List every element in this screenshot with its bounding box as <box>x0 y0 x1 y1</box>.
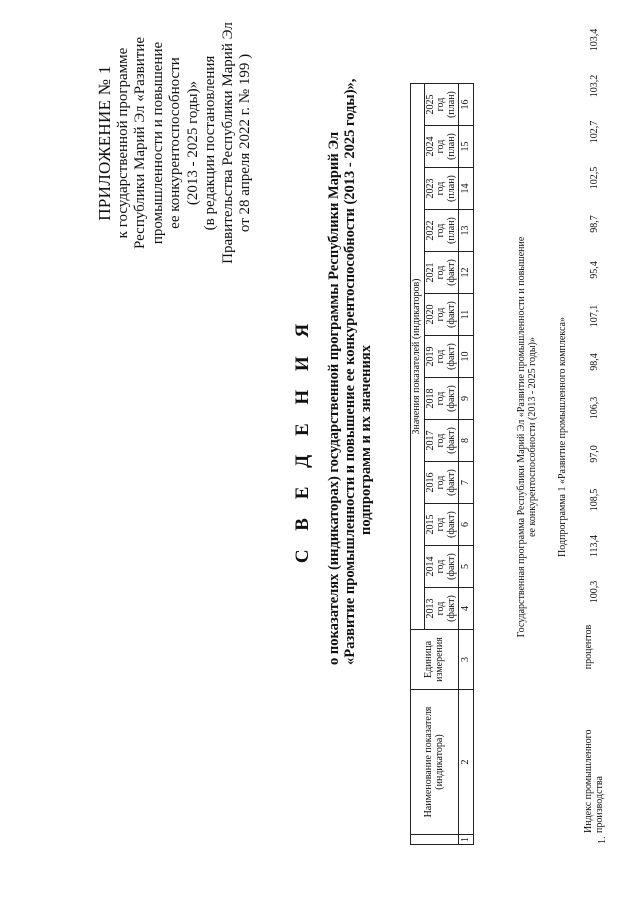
row-index: 1. <box>597 836 608 844</box>
header-unit-cell: Единица измерения <box>411 630 459 690</box>
row-value: 102,7 <box>589 120 600 144</box>
column-number: 11 <box>459 294 474 336</box>
column-number: 7 <box>459 462 474 504</box>
row-value: 106,3 <box>589 396 600 420</box>
heading-line: «Развитие промышленности и повышение ее конкурентоспособности (2013 - 2025 годы)», <box>342 78 358 665</box>
row-value: 113,4 <box>589 534 600 558</box>
row-value: 98,7 <box>589 215 600 233</box>
column-number: 9 <box>459 378 474 420</box>
year-header: 2019 год (факт) <box>424 336 459 378</box>
year-header: 2014 год (факт) <box>424 546 459 588</box>
appendix-line: Правительства Республики Марий Эл <box>219 22 236 264</box>
year-header: 2013 год (факт) <box>424 588 459 630</box>
column-number: 13 <box>459 210 474 252</box>
header-name-cell: Наименование показателя (индикатора) <box>411 690 459 835</box>
program-title <box>516 29 538 845</box>
row-value: 103,2 <box>589 74 600 98</box>
program-title-line: ее конкурентоспособности (2013 - 2025 годы)» <box>527 337 538 537</box>
row-value: 107,1 <box>589 304 600 328</box>
heading-line: о показателях (индикаторах) государственной программы Республики Марий Эл <box>326 131 342 665</box>
year-header: 2024 год (план) <box>424 126 459 168</box>
header-index-cell <box>411 835 459 845</box>
row-value: 108,5 <box>589 488 600 512</box>
appendix-block <box>96 13 255 273</box>
year-header: 2025 год (план) <box>424 84 459 126</box>
appendix-line: к государственной программе <box>114 47 131 239</box>
year-header: 2015 год (факт) <box>424 504 459 546</box>
heading-title: С В Е Д Е Н И Я <box>292 316 313 564</box>
column-number: 10 <box>459 336 474 378</box>
header-values-cell: Значения показателей (индикаторов) <box>411 84 425 630</box>
appendix-line: ее конкурентоспособности <box>167 57 183 229</box>
year-header: 2023 год (план) <box>424 168 459 210</box>
row-value: 97,0 <box>589 445 600 463</box>
column-number: 15 <box>459 126 474 168</box>
row-value: 95,4 <box>589 261 600 279</box>
column-number: 2 <box>459 690 474 835</box>
column-number: 16 <box>459 84 474 126</box>
year-header: 2021 год (факт) <box>424 252 459 294</box>
year-header: 2020 год (факт) <box>424 294 459 336</box>
appendix-line: (в редакции постановления <box>202 55 218 231</box>
document-heading <box>292 78 374 665</box>
program-title-line: Государственная программа Республики Марий Эл «Развитие промышленности и повышение <box>516 236 527 638</box>
column-number: 12 <box>459 252 474 294</box>
column-number: 6 <box>459 504 474 546</box>
column-number: 1 <box>459 835 474 845</box>
appendix-line: от 28 апреля 2022 г. № 199 ) <box>237 53 253 233</box>
table-row <box>583 28 623 845</box>
row-unit: процентов <box>583 624 594 670</box>
column-number: 14 <box>459 168 474 210</box>
appendix-line: (2013 - 2025 годы)» <box>184 80 201 206</box>
subprogram-title: Подпрограмма 1 «Развитие промышленного комплекса» <box>557 317 568 557</box>
heading-line: подпрограмм и их значениях <box>358 345 374 535</box>
appendix-title: ПРИЛОЖЕНИЕ № 1 <box>95 65 114 221</box>
row-value: 98,4 <box>589 353 600 371</box>
column-number: 3 <box>459 630 474 690</box>
indicators-table <box>410 83 474 845</box>
row-value: 103,4 <box>589 28 600 52</box>
row-name: Индекс промышленного производства <box>583 729 605 833</box>
year-header: 2016 год (факт) <box>424 462 459 504</box>
appendix-line: Республики Марий Эл «Развитие <box>132 37 148 250</box>
column-number: 4 <box>459 588 474 630</box>
year-header: 2018 год (факт) <box>424 378 459 420</box>
row-value: 100,3 <box>589 580 600 604</box>
appendix-line: промышленности и повышение <box>149 41 166 245</box>
column-number: 8 <box>459 420 474 462</box>
year-header: 2017 год (факт) <box>424 420 459 462</box>
column-number: 5 <box>459 546 474 588</box>
year-header: 2022 год (план) <box>424 210 459 252</box>
row-value: 102,5 <box>589 166 600 190</box>
